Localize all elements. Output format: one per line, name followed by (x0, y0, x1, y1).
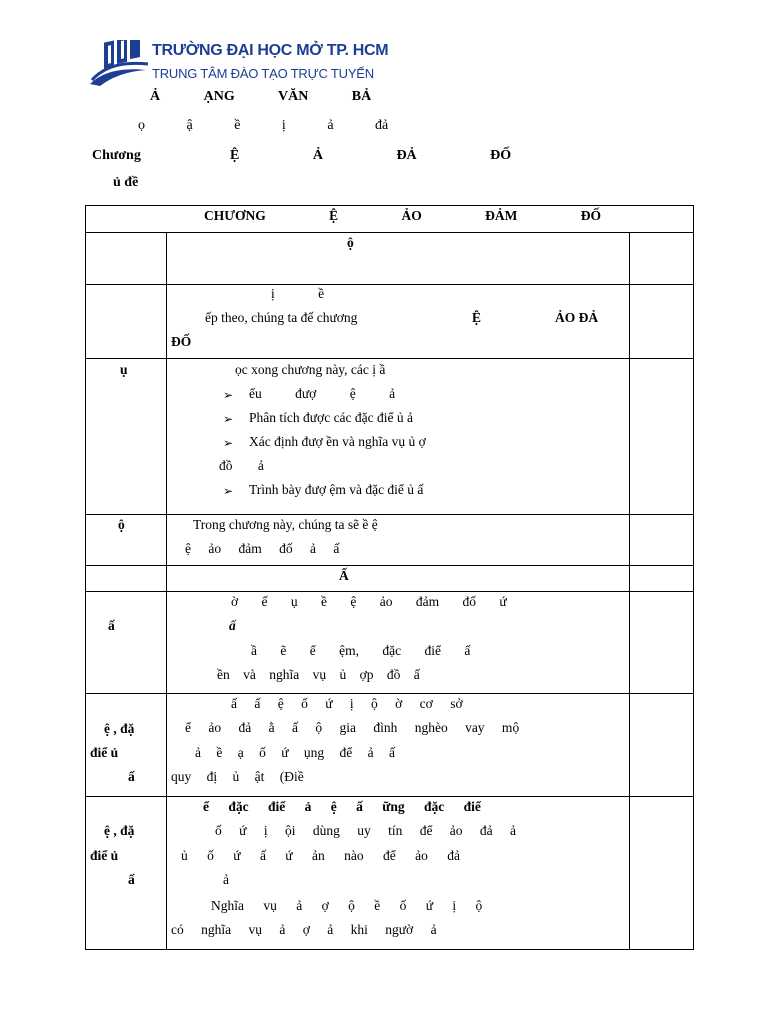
row4-line1: Trong chương này, chúng ta sẽ ề ệ (193, 517, 378, 532)
table-title-row (86, 206, 694, 233)
row2-line2a: ếp theo, chúng ta đế chương (205, 310, 358, 325)
table-row (86, 233, 694, 285)
heading-line-2: ọ ậ ề ị ả đả (138, 118, 389, 133)
topic-label: ủ đề (113, 175, 139, 190)
row7-label-line3: ấ (128, 769, 135, 784)
row7-label-line1: ệ , đặ (104, 721, 135, 736)
row2-line3: ĐỐ (171, 334, 192, 349)
table-row (86, 515, 694, 566)
row8-line5: Nghĩa vụ ả ợ ộ ề ố ứ ị ộ (211, 898, 483, 913)
row6-line4: ền và nghĩa vụ ủ ợp đồ ấ (217, 667, 420, 682)
table-row (86, 694, 694, 797)
row7-line1: ấ ấ ệ ố ứ ị ộ ờ cơ sở (231, 696, 463, 711)
row2-line2b: Ệ (472, 310, 482, 325)
row6-label: ấ (108, 618, 115, 633)
row7-line2: ể ảo đả ằ ấ ộ gia đình nghèo vay mộ (185, 720, 520, 735)
table-row (86, 285, 694, 359)
chapter-title: Ệ Ả ĐẢ ĐỐ (230, 148, 512, 163)
table-section-row (86, 566, 694, 592)
row4-line2: ệ ảo đảm đố ả ấ (185, 541, 340, 556)
document-title: Ả ẠNG VĂN BẢ (150, 89, 372, 104)
table-title: CHƯƠNG Ệ ẢO ĐẢM ĐỐ (204, 208, 601, 223)
university-logo (88, 40, 389, 92)
row6-line1: ờ ế ụ ề ệ ảo đảm đố ứ (231, 594, 507, 609)
logo-center-name: TRUNG TÂM ĐÀO TẠO TRỰC TUYẾN (152, 66, 374, 81)
row8-label-line2: điể ủ (90, 848, 119, 863)
row2-line1: ị ề (271, 286, 325, 301)
row7-line3: ả ề ạ ố ứ ụng để ả ấ (195, 745, 396, 760)
row4-label: ộ (118, 517, 125, 532)
bullet-arrow-icon: ➢ (223, 484, 234, 498)
row6-line3: ầ ẽ ể ệm, đặc điể ấ (251, 643, 471, 658)
row3-item2: Phân tích được các đặc điể ủ ả (249, 410, 414, 425)
row8-line1: ể đặc điể ả ệ ấ ững đặc điể (203, 799, 481, 814)
row8-line6: có nghĩa vụ ả ợ ả khi ngườ ả (171, 922, 437, 937)
chapter-label: Chương (92, 148, 141, 163)
bullet-arrow-icon: ➢ (223, 388, 234, 402)
bullet-arrow-icon: ➢ (223, 412, 234, 426)
bullet-arrow-icon: ➢ (223, 436, 234, 450)
row1-text: ộ (347, 235, 354, 250)
row3-item3-cont: đồ ả (219, 458, 264, 473)
row8-line2: ố ứ ị ội dùng uy tín để ảo đả ả (215, 823, 517, 838)
table-row (86, 797, 694, 950)
book-emblem-icon (88, 40, 150, 92)
row3-item3: Xác định đượ ền và nghĩa vụ ủ ợ (249, 434, 426, 449)
row5-text: Ấ (339, 568, 349, 583)
logo-university-name: TRƯỜNG ĐẠI HỌC MỞ TP. HCM (152, 42, 389, 59)
row8-line4: ả (223, 872, 229, 887)
row3-item4: Trình bày đượ ệm và đặc điể ủ ấ (249, 482, 424, 497)
row3-intro: ọc xong chương này, các ị ầ (235, 362, 386, 377)
row3-item1: ểu đượ ệ ả (249, 386, 396, 401)
table-row (86, 359, 694, 515)
row6-line2: ấ (229, 618, 236, 633)
row8-label-line1: ệ , đặ (104, 823, 135, 838)
row8-line3: ủ ố ứ ấ ứ ản nào để ảo đả (181, 848, 460, 863)
row7-label-line2: điể ủ (90, 745, 119, 760)
row8-label-line3: ấ (128, 872, 135, 887)
chapter-overview-table (85, 205, 694, 950)
row7-line4: quy đị ủ ật (Điề (171, 769, 304, 784)
table-row (86, 592, 694, 694)
row3-label: ụ (120, 362, 128, 377)
row2-line2c: ẢO ĐẢ (555, 310, 599, 325)
